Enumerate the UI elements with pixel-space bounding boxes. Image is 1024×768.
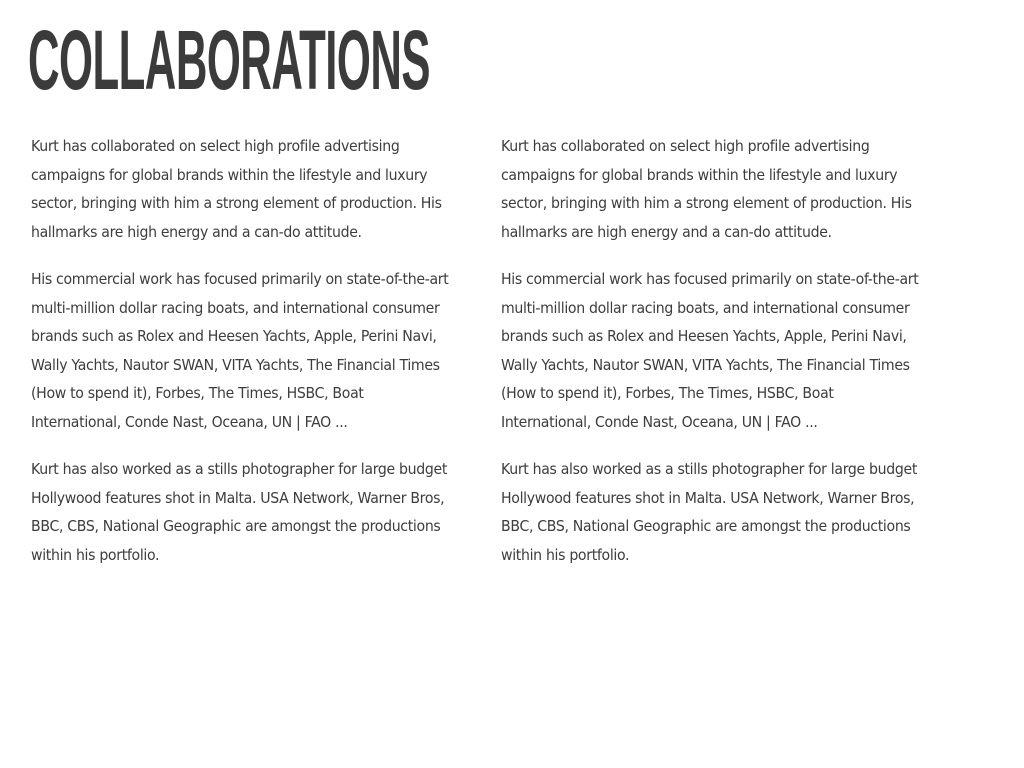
commercial-work-paragraph: His commercial work has focused primarily on state-of-the-art multi-million dollar racing boats, and international consumer brands such as Rolex and Heesen Yachts, Apple, Perini Navi, Wally Yachts, Nautor SWAN, VITA Yachts, The Financial Times (How to spend it), Forbes, The Times, HSBC, Boat International, Conde Nast, Oceana, UN | FAO ... [31,270,449,431]
stills-photography-paragraph: Kurt has also worked as a stills photographer for large budget Hollywood features shot in Malta. USA Network, Warner Bros, BBC, CBS, National Geographic are amongst the productions within his portfolio. [31,460,448,564]
intro-paragraph: Kurt has collaborated on select high profile advertising campaigns for global brands within the lifestyle and luxury sector, bringing with him a strong element of production. His hallmarks are high energy and a can-do attitude. [31,137,442,241]
left-column [31,132,451,588]
intro-paragraph: Kurt has collaborated on select high profile advertising campaigns for global brands within the lifestyle and luxury sector, bringing with him a strong element of production. His hallmarks are high energy and a can-do attitude. [501,137,912,241]
content-columns [31,132,931,588]
commercial-work-paragraph: His commercial work has focused primarily on state-of-the-art multi-million dollar racing boats, and international consumer brands such as Rolex and Heesen Yachts, Apple, Perini Navi, Wally Yachts, Nautor SWAN, VITA Yachts, The Financial Times (How to spend it), Forbes, The Times, HSBC, Boat International, Conde Nast, Oceana, UN | FAO ... [501,270,919,431]
right-column [501,132,921,588]
stills-photography-paragraph: Kurt has also worked as a stills photographer for large budget Hollywood features shot in Malta. USA Network, Warner Bros, BBC, CBS, National Geographic are amongst the productions within his portfolio. [501,460,918,564]
page-title: COLLABORATIONS [28,13,430,107]
